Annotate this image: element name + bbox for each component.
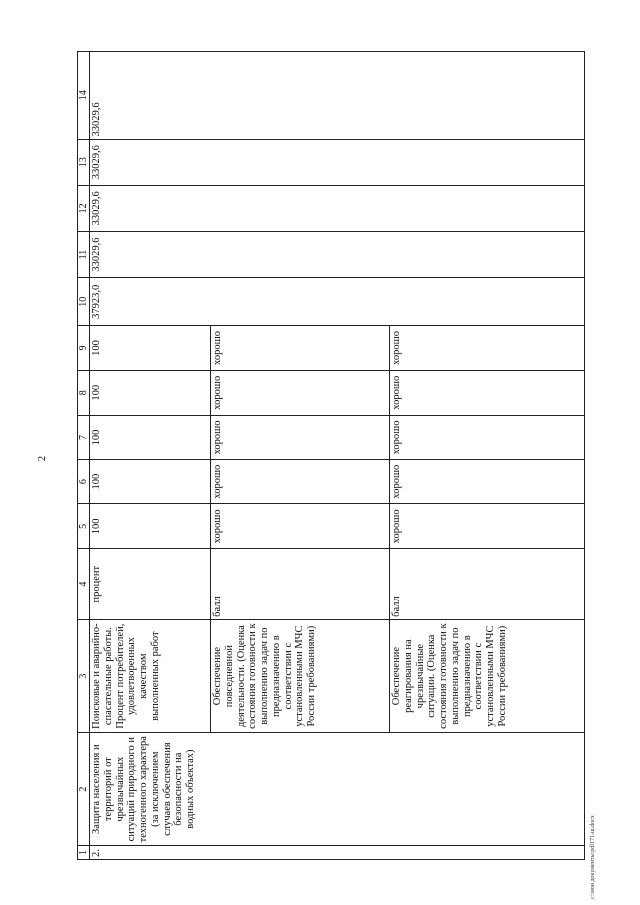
value-cell: хорошо: [211, 504, 390, 549]
value-cell: 100: [90, 370, 211, 415]
finance-cell: 33029,6: [90, 52, 585, 140]
unit-cell: балл: [211, 549, 390, 619]
value-cell: хорошо: [390, 370, 585, 415]
finance-cell: 33029,6: [90, 231, 585, 277]
value-cell: 100: [90, 326, 211, 370]
header-cell: 10: [78, 278, 90, 326]
value-cell: хорошо: [390, 326, 585, 370]
table-row: [90, 52, 211, 860]
value-cell: 100: [90, 460, 211, 504]
header-cell: 12: [78, 185, 90, 231]
header-cell: 7: [78, 415, 90, 459]
value-cell: хорошо: [211, 415, 390, 459]
header-cell: 3: [78, 619, 90, 733]
data-table: [77, 51, 585, 860]
header-row: [78, 52, 90, 860]
value-cell: 100: [90, 415, 211, 459]
header-cell: 6: [78, 460, 90, 504]
indicator-name: Обеспечение реагирования на чрезвычайные ситуации. (Оценка состояния готовности к выполнению задач по предназначению в соответствии с установленными МЧС России требованиями): [390, 619, 585, 733]
unit-cell: процент: [90, 549, 211, 619]
value-cell: хорошо: [390, 504, 585, 549]
finance-cell: 37923,0: [90, 278, 585, 326]
value-cell: хорошо: [211, 460, 390, 504]
header-cell: 4: [78, 549, 90, 619]
service-name: Защита населения и территорий от чрезвычайных ситуаций природного и техногенного характера (за исключением случаев обеспечения безопасности на водных объектах): [90, 733, 585, 846]
page-number: 2: [37, 456, 48, 461]
indicator-name: Обеспечение повседневной деятельности. (Оценка состояния готовности к выполнению задач по предназначению в соответствии с установленными МЧС России требованиями): [211, 619, 390, 733]
header-cell: 2: [78, 733, 90, 846]
header-cell: 9: [78, 326, 90, 370]
finance-cell: 33029,6: [90, 185, 585, 231]
unit-cell: балл: [390, 549, 585, 619]
value-cell: хорошо: [390, 460, 585, 504]
header-cell: 1: [78, 845, 90, 859]
value-cell: хорошо: [390, 415, 585, 459]
value-cell: хорошо: [211, 326, 390, 370]
header-cell: 8: [78, 370, 90, 415]
header-cell: 13: [78, 139, 90, 185]
finance-cell: 33029,6: [90, 139, 585, 185]
header-cell: 11: [78, 231, 90, 277]
value-cell: хорошо: [211, 370, 390, 415]
indicator-name: Поисковые и аварийно-спасательные работы. Процент потребителей, удовлетворенных качеством выполненных работ: [90, 619, 211, 733]
header-cell: 14: [78, 52, 90, 140]
file-path-footer: c:\мои документы\рdl171-ш.docx: [590, 815, 596, 899]
row-number: 2.: [90, 845, 585, 859]
value-cell: 100: [90, 504, 211, 549]
header-cell: 5: [78, 504, 90, 549]
